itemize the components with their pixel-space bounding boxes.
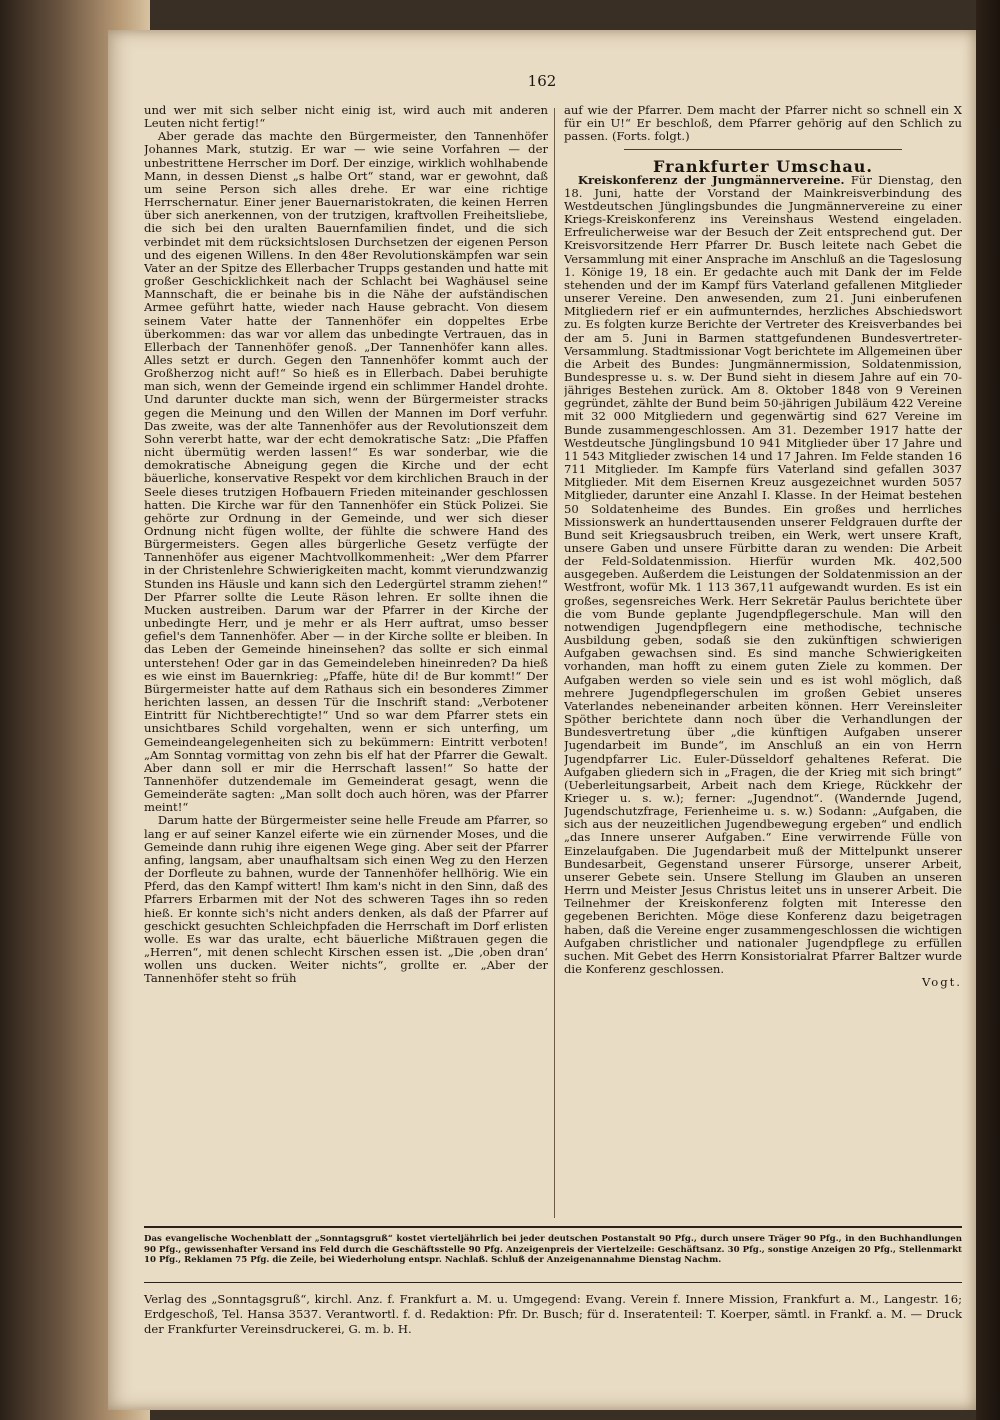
article-body: Für Dienstag, den 18. Juni, hatte der Vorstand der Mainkreisverbindung des Westdeutschen Jünglingsbundes die Jungmännervereine zu einer Kriegs-Kreiskonferenz ins Vereinshaus Westend eingeladen. Erfreulicherweise war der Besuch der Zeit entsprechend gut. Der Kreisvorsitzende Herr Pfarrer Dr. Busch leitete nach Gebet die Versammlung mit einer Ansprache im Anschluß an die Tageslosung 1. Könige 19, 18 ein. Er gedachte auch mit Dank der im Felde stehenden und der im Kampf fürs Vaterland gefallenen Mitglieder unserer Vereine. Den anwesenden, zum 21. Juni einberufenen Mitgliedern rief er ein aufmunterndes, herzliches Abschiedswort zu. Es folgten kurze Berichte der Vertreter des Kreisverbandes bei der am 5. Juni in Barmen stattgefundenen Bundesvertreter-Versammlung. Stadtmissionar Vogt berichtete im Allgemeinen über die Arbeit des Bundes: Jungmännermission, Soldatenmission, Bundespresse u. s. w. Der Bund sieht in diesem Jahre auf ein 70-jähriges Bestehen zurück. Am 8. Oktober 1848 von 9 Vereinen gegründet, zählte der Bund beim 50-jährigen Jubiläum 422 Vereine mit 32 000 Mitgliedern und gegenwärtig sind 627 Vereine im Bunde zusammengeschlossen. Am 31. Dezember 1917 hatte der Westdeutsche Jünglingsbund 10 941 Mitglieder über 17 Jahre und 11 543 Mitglieder zwischen 14 und 17 Jahren. Im Felde standen 16 711 Mitglieder. Im Kampfe fürs Vaterland sind gefallen 3037 Mitglieder. Mit dem Eisernen Kreuz ausgezeichnet wurden 5057 Mitglieder, darunter eine Anzahl I. Klasse. In der Heimat bestehen 50 Soldatenheime des Bundes. Ein großes und herrliches Missionswerk an hunderttausenden unserer Feldgrauen durfte der Bund seit Kriegsausbruch treiben, ein Werk, wert unsere Kraft, unsere Gaben und unsere Fürbitte daran zu wenden: Die Arbeit der Feld-Soldatenmission. Hierfür wurden Mk. 402,500 ausgegeben. Außerdem die Leistungen der Soldatenmission an der Westfront, wofür Mk. 1 113 367,11 aufgewandt wurden. Es ist ein großes, segensreiches Werk. Herr Sekretär Paulus berichtete über die vom Bunde geplante Jugendpflegerschule. Man will den notwendigen Jugendpflegern eine methodische, technische Ausbildung geben, sodaß sie den zukünftigen schwierigen Aufgaben gewachsen sind. Es sind manche Schwierigkeiten vorhanden, man hofft zu einem guten Ziele zu kommen. Der Aufgaben werden so viele sein und es ist wohl möglich, daß mehrere Jugendpflegerschulen im großen Gebiet unseres Vaterlandes nebeneinander arbeiten können. Herr Vereinsleiter Spöther berichtete dann noch über die Verhandlungen der Bundesvertretung über „die künftigen Aufgaben unserer Jugendarbeit im Bunde“, im Anschluß an ein von Herrn Jugendpfarrer Lic. Euler-Düsseldorf gehaltenes Referat. Die Aufgaben gliedern sich in „Fragen, die der Krieg mit sich bringt“ (Ueberleitungsarbeit, Arbeit nach dem Kriege, Rückkehr der Krieger u. s. w.); ferner: „Jugendnot“. (Wandernde Jugend, Jugendschutzfrage, Ferienheime u. s. w.) Sodann: „Aufgaben, die sich aus der neuzeitlichen Jugendbewegung ergeben“ und endlich „das Innere unserer Aufgaben.“ Eine verwirrende Fülle von Einzelaufgaben. Die Jugendarbeit muß der Mittelpunkt unserer Bundesarbeit, Gegenstand unserer Fürsorge, unserer Arbeit, unserer Gebete sein. Unsere Stellung im Glauben an unseren Herrn und Meister Jesus Christus leitet uns in unserer Arbeit. Die Teilnehmer der Kreiskonferenz folgten mit Interesse den gegebenen Berichten. Möge diese Konferenz dazu beigetragen haben, daß die Vereine enger zusammengeschlossen die wichtigen Aufgaben christlicher und nationaler Jugendpflege zu erfüllen suchen. Mit Gebet des Herrn Konsistorialrat Pfarrer Baltzer wurde die Konferenz geschlossen. — [564, 172, 962, 976]
page-number: 162 — [527, 72, 557, 90]
continued-note: (Forts. folgt.) — [611, 129, 690, 144]
story-end-text: auf wie der Pfarrer. Dem macht der Pfarrer nicht so schnell ein X für ein U!“ Er beschloß, dem Pfarrer gehörig auf den Schlich zu passen. — [564, 104, 962, 144]
section-separator — [624, 149, 902, 150]
document-page — [108, 30, 976, 1410]
publisher-imprint: Verlag des „Sonntagsgruß“, kirchl. Anz. f. Frankfurt a. M. u. Umgegend: Evang. Verein f. Innere Mission, Frankfurt a. M., Langestr. 16; Erdgeschoß, Tel. Hansa 3537. Verantwortl. f. d. Redaktion: Pfr. Dr. Busch; für d. Inseratenteil: T. Koerper, sämtl. in Frankf. a. M. — Druck der Frankfurter Vereinsdruckerei, G. m. b. H. — [144, 1292, 962, 1336]
story-paragraph: Aber gerade das machte den Bürgermeister, den Tannenhöfer Johannes Mark, stutzig. Er war — wie seine Vorfahren — der unbestrittene Herrscher im Dorf. Der einzige, wirklich wohlhabende Mann, in dessen Dienst „s halbe Ort“ stand, war er gewohnt, daß um seine Person sich alles drehe. Er war eine richtige Herrschernatur. Einer jener Bauernaristokraten, die keinen Herren über sich anerkennen, von der trutzigen, kraftvollen Freiheitsliebe, die sich bei den uralten Bauernfamilien findet, und die sich verbindet mit dem rücksichtslosen Durchsetzen der eigenen Person und des eigenen Willens. In den 48er Revolutionskämpfen war sein Vater an der Spitze des Ellerbacher Trupps gestanden und hatte mit großer Geschicklichkeit nach der Schlacht bei Waghäusel seine Mannschaft, die er beinahe bis in die Nähe der aufständischen Armee geführt hatte, wieder nach Hause gebracht. Von diesem seinem Vater hatte der Tannenhöfer ein doppeltes Erbe überkommen: das war vor allem das unbedingte Vertrauen, das in Ellerbach der Tannenhöfer genoß. „Der Tannenhöfer kann alles. Alles setzt er durch. Gegen den Tannenhöfer kommt auch der Großherzog nicht auf!“ So hieß es in Ellerbach. Dabei beruhigte man sich, wenn der Gemeinde irgend ein schlimmer Handel drohte. Und darunter duckte man sich, wenn der Bürgermeister stracks gegen die Meinung und den Willen der Mannen im Dorf verfuhr. Das zweite, was der alte Tannenhöfer aus der Revolutionszeit dem Sohn vererbt hatte, war der echt demokratische Satz: „Die Pfaffen nicht übermütig werden lassen!“ Es war sonderbar, wie die demokratische Abneigung gegen die Kirche und der echt bäuerliche, konservative Respekt vor dem kirchlichen Brauch in der Seele dieses trutzigen Hofbauern Frieden miteinander geschlossen hatten. Die Kirche war für den Tannenhöfer ein Stück Polizei. Sie gehörte zur Ordnung in der Gemeinde, und wer sich dieser Ordnung nicht fügen wollte, der fühlte die schwere Hand des Bürgermeisters. Gegen alles bürgerliche Gesetz verfügte der Tannenhöfer aus eigener Machtvollkommenheit: „Wer dem Pfarrer in der Christenlehre Schwierigkeiten macht, kommt vierundzwanzig Stunden ins Häusle und kann sich den Ledergürtel stramm ziehen!“ Der Pfarrer sollte die Leute Räson lehren. Er sollte ihnen die Mucken austreiben. Darum war der Pfarrer in der Kirche der unbedingte Herr, und je mehr er als Herr auftrat, umso besser gefiel's dem Tannenhöfer. Aber — in der Kirche sollte er bleiben. In das Leben der Gemeinde hineinsehen? das sollte er sich einmal unterstehen! Oder gar in das Gemeindeleben hineinreden? Da hieß es wie einst im Bauernkrieg: „Pfaffe, hüte di! de Bur kommt!“ Der Bürgermeister hatte auf dem Rathaus sich ein besonderes Zimmer herichten lassen, an dessen Tür die Inschrift stand: „Verbotener Eintritt für Nichtberechtigte!“ Und so war dem Pfarrer stets ein unsichtbares Schild vorgehalten, wenn er sich unterfing, um Gemeindeangelegenheiten sich zu bekümmern: Eintritt verboten! „Am Sonntag vormittag von zehn bis elf hat der Pfarrer die Gewalt. Aber dann soll er mir die Herrschaft lassen!“ So hatte der Tannenhöfer dutzendemale im Gemeinderat gesagt, wenn die Gemeinderäte sagten: „Man sollt doch auch hören, was der Pfarrer meint!“ — [144, 129, 548, 815]
imprint-rule — [144, 1282, 962, 1283]
section-title: Frankfurter Umschau. — [653, 157, 873, 177]
right-column — [564, 104, 962, 1224]
story-paragraph: Darum hatte der Bürgermeister seine helle Freude am Pfarrer, so lang er auf seiner Kanzel eiferte wie ein zürnender Moses, und die Gemeinde dann ruhig ihre eigenen Wege ging. Aber seit der Pfarrer anfing, langsam, aber unaufhaltsam sich einen Weg zu den Herzen der Dorfleute zu bahnen, wurde der Tannenhöfer hellhörig. Wie ein Pferd, das den Kampf wittert! Ihm kam's nicht in den Sinn, daß des Pfarrers Erbarmen mit der Not des schweren Tages ihn so reden hieß. Er konnte sich's nicht anders denken, als daß der Pfarrer auf geschickt gesuchten Schleichpfaden die Herrschaft im Dorf erlisten wolle. Es war das uralte, echt bäuerliche Mißtrauen gegen die „Herren“, mit denen schlecht Kirschen essen ist. „Die ‚oben dran‘ wollen uns ducken. Weiter nichts“, grollte er. „Aber der Tannenhöfer steht so früh — [144, 813, 548, 986]
story-continuation — [564, 104, 962, 143]
footer-rule — [144, 1226, 962, 1228]
subscription-notice: Das evangelische Wochenblatt der „Sonntagsgruß“ kostet vierteljährlich bei jeder deutschen Postanstalt 90 Pfg., durch unsere Träger 90 Pfg., in den Buchhandlungen 90 Pfg., gewissenhafter Versand ins Feld durch die Geschäftsstelle 90 Pfg. Anzeigenpreis der Viertelzeile: Geschäftsanz. 30 Pfg., sonstige Anzeigen 20 Pfg., Stellenmarkt 10 Pfg., Reklamen 75 Pfg. die Zeile, bei Wiederholung entspr. Nachlaß. Schluß der Anzeigenannahme Dienstag Nachm. — [144, 1234, 962, 1265]
book-edge — [976, 0, 1000, 1420]
left-column — [144, 104, 548, 1224]
article-headline: Kreiskonferenz der Jungmännervereine. — [577, 172, 845, 187]
column-divider — [554, 108, 555, 1218]
article-signature: Vogt. — [921, 975, 962, 990]
story-paragraph: und wer mit sich selber nicht einig ist, wird auch mit anderen Leuten nicht fertig!“ — [144, 104, 548, 131]
article-paragraph — [564, 174, 962, 977]
